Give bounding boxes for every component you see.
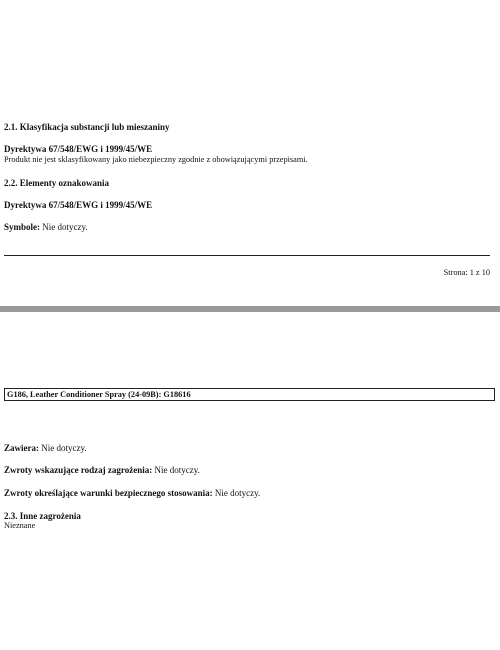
section-2-1-text: Produkt nie jest sklasyfikowany jako niebezpieczny zgodnie z obowiązującymi przepisami. [4, 155, 308, 164]
symbols-label: Symbole: [4, 222, 40, 232]
page-separator [0, 306, 500, 312]
page-number: Strona: 1 z 10 [443, 268, 490, 277]
risk-phrases-label: Zwroty wskazujące rodzaj zagrożenia: [4, 465, 153, 475]
safety-phrases-row [4, 488, 260, 499]
section-2-2-directive: Dyrektywa 67/548/EWG i 1999/45/WE [4, 200, 153, 210]
risk-phrases-row [4, 465, 200, 476]
footer-divider [4, 255, 490, 256]
symbols-row [4, 222, 88, 233]
risk-phrases-value: Nie dotyczy. [154, 465, 200, 475]
document-header-box [4, 388, 495, 401]
contains-label: Zawiera: [4, 443, 39, 453]
safety-phrases-value: Nie dotyczy. [214, 488, 261, 498]
symbols-value: Nie dotyczy. [42, 222, 88, 232]
section-2-2-heading: 2.2. Elementy oznakowania [4, 178, 110, 188]
document-header: G186, Leather Conditioner Spray (24-09B): G18616 [7, 390, 191, 399]
section-2-3-text: Nieznane [4, 521, 36, 530]
contains-row [4, 443, 87, 454]
safety-phrases-label: Zwroty określające warunki bezpiecznego stosowania: [4, 488, 213, 498]
section-2-1-directive: Dyrektywa 67/548/EWG i 1999/45/WE [4, 144, 153, 154]
section-2-1-heading: 2.1. Klasyfikacja substancji lub mieszaniny [4, 122, 170, 132]
contains-value: Nie dotyczy. [41, 443, 87, 453]
section-2-3-heading: 2.3. Inne zagrożenia [4, 511, 81, 521]
